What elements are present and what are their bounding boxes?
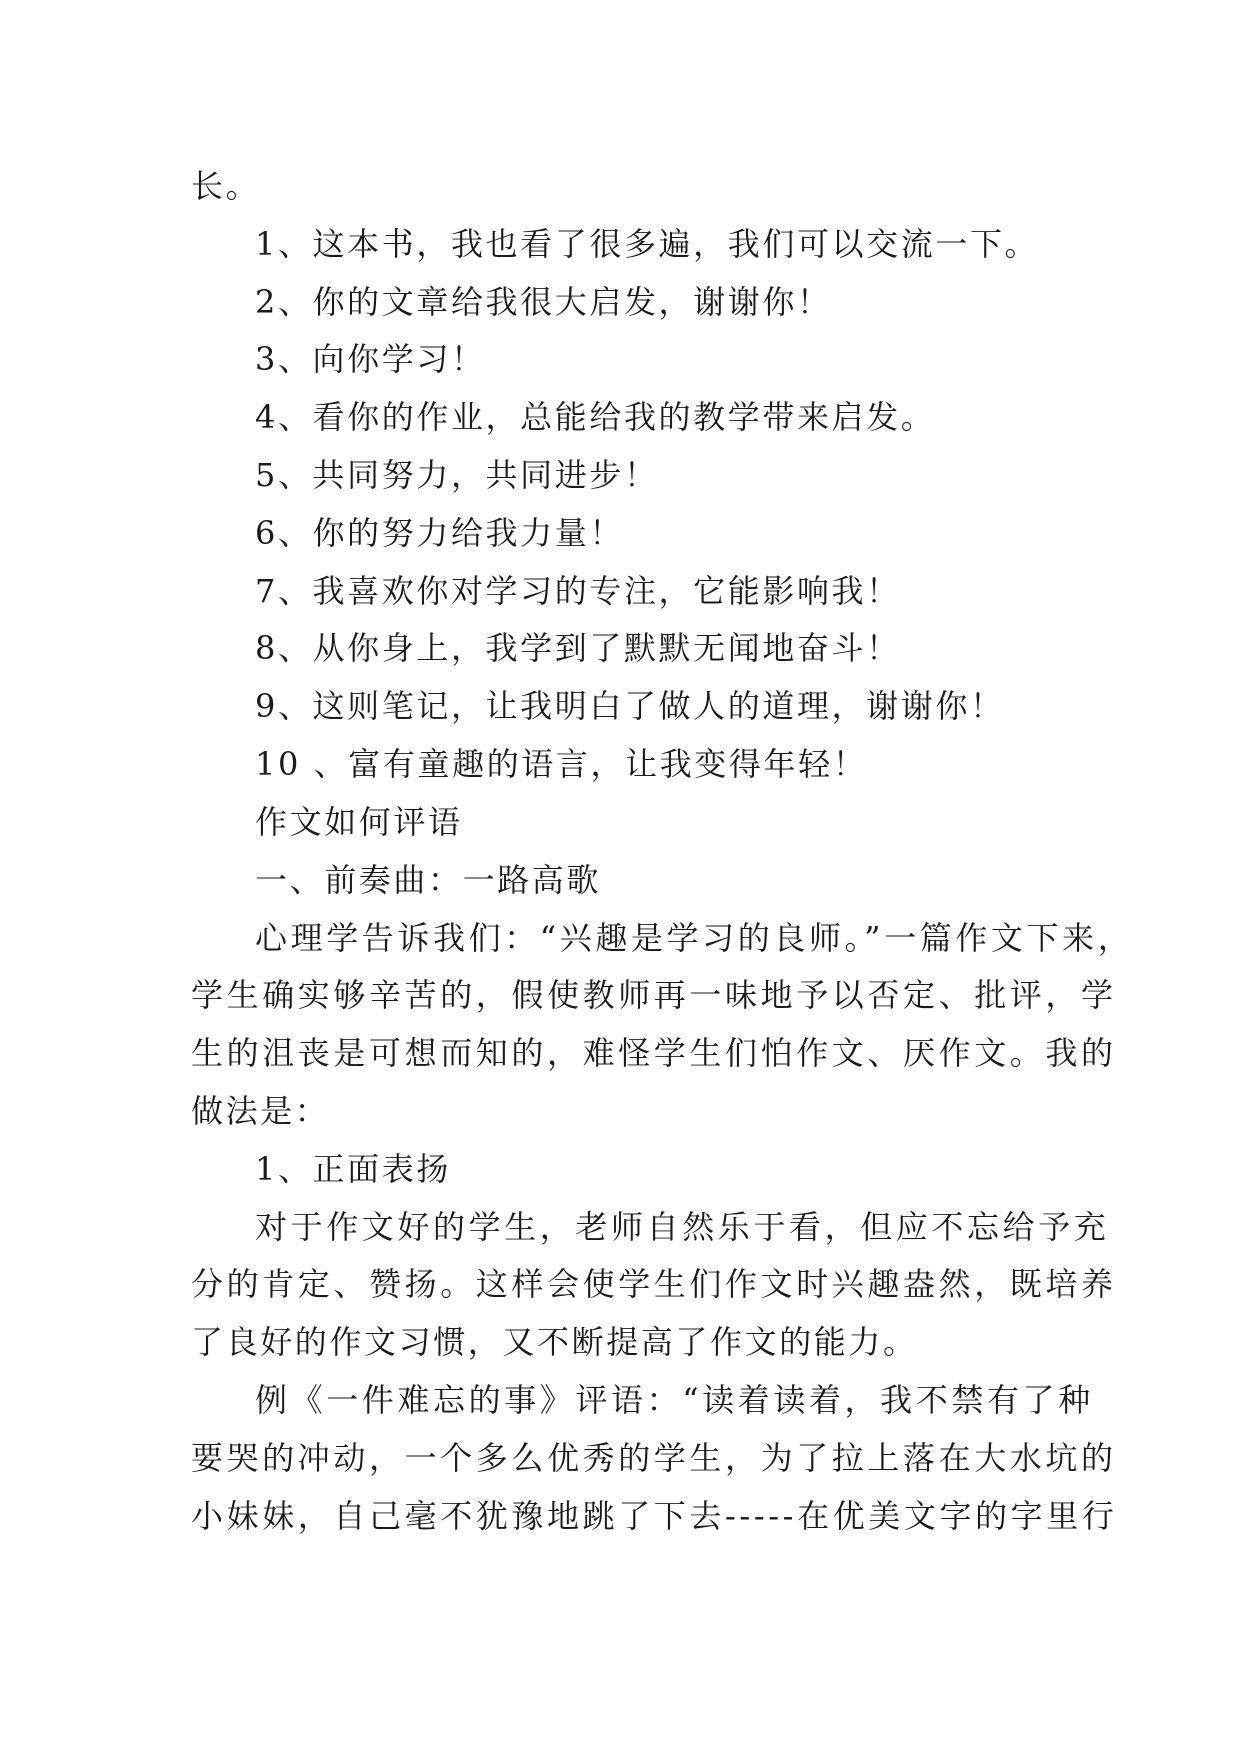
text-line: 2、你的文章给我很大启发，谢谢你！ xyxy=(255,283,832,321)
text-line: 例《一件难忘的事》评语：“读着读着，我不禁有了种 xyxy=(255,1381,1094,1419)
subsection-heading: 一、前奏曲：一路高歌 xyxy=(255,861,602,899)
section-heading: 作文如何评语 xyxy=(255,803,463,841)
list-heading: 1、正面表扬 xyxy=(255,1150,451,1188)
text-line: 5、共同努力，共同进步！ xyxy=(255,456,659,494)
text-line: 4、看你的作业，总能给我的教学带来启发。 xyxy=(255,398,936,436)
text-line: 6、你的努力给我力量！ xyxy=(255,514,624,552)
text-line: 对于作文好的学生，老师自然乐于看，但应不忘给予充 xyxy=(255,1208,1110,1246)
text-line: 分的肯定、赞扬。这样会使学生们作文时兴趣盎然，既培养 xyxy=(191,1265,1117,1303)
text-line: 3、向你学习！ xyxy=(255,340,486,378)
text-line: 做法是： xyxy=(191,1092,330,1130)
text-line: 10 、富有童趣的语言，让我变得年轻！ xyxy=(255,745,868,783)
text-line: 生的沮丧是可想而知的，难怪学生们怕作文、厌作文。我的 xyxy=(191,1034,1117,1072)
text-line: 要哭的冲动，一个多么优秀的学生，为了拉上落在大水坑的 xyxy=(191,1439,1117,1477)
text-line: 了良好的作文习惯，又不断提高了作文的能力。 xyxy=(191,1323,918,1361)
text-line: 9、这则笔记，让我明白了做人的道理，谢谢你！ xyxy=(255,687,1005,725)
text-line: 长。 xyxy=(191,167,261,205)
text-line: 学生确实够辛苦的，假使教师再一味地予以否定、批评，学 xyxy=(191,976,1117,1014)
text-line: 心理学告诉我们：“兴趣是学习的良师。”一篇作文下来， xyxy=(255,919,1134,957)
text-line: 8、从你身上，我学到了默默无闻地奋斗！ xyxy=(255,629,901,667)
text-line: 小妹妹，自己毫不犹豫地跳了下去-----在优美文字的字里行 xyxy=(191,1497,1118,1535)
text-line: 1、这本书，我也看了很多遍，我们可以交流一下。 xyxy=(255,225,1040,263)
text-line: 7、我喜欢你对学习的专注，它能影响我！ xyxy=(255,572,901,610)
